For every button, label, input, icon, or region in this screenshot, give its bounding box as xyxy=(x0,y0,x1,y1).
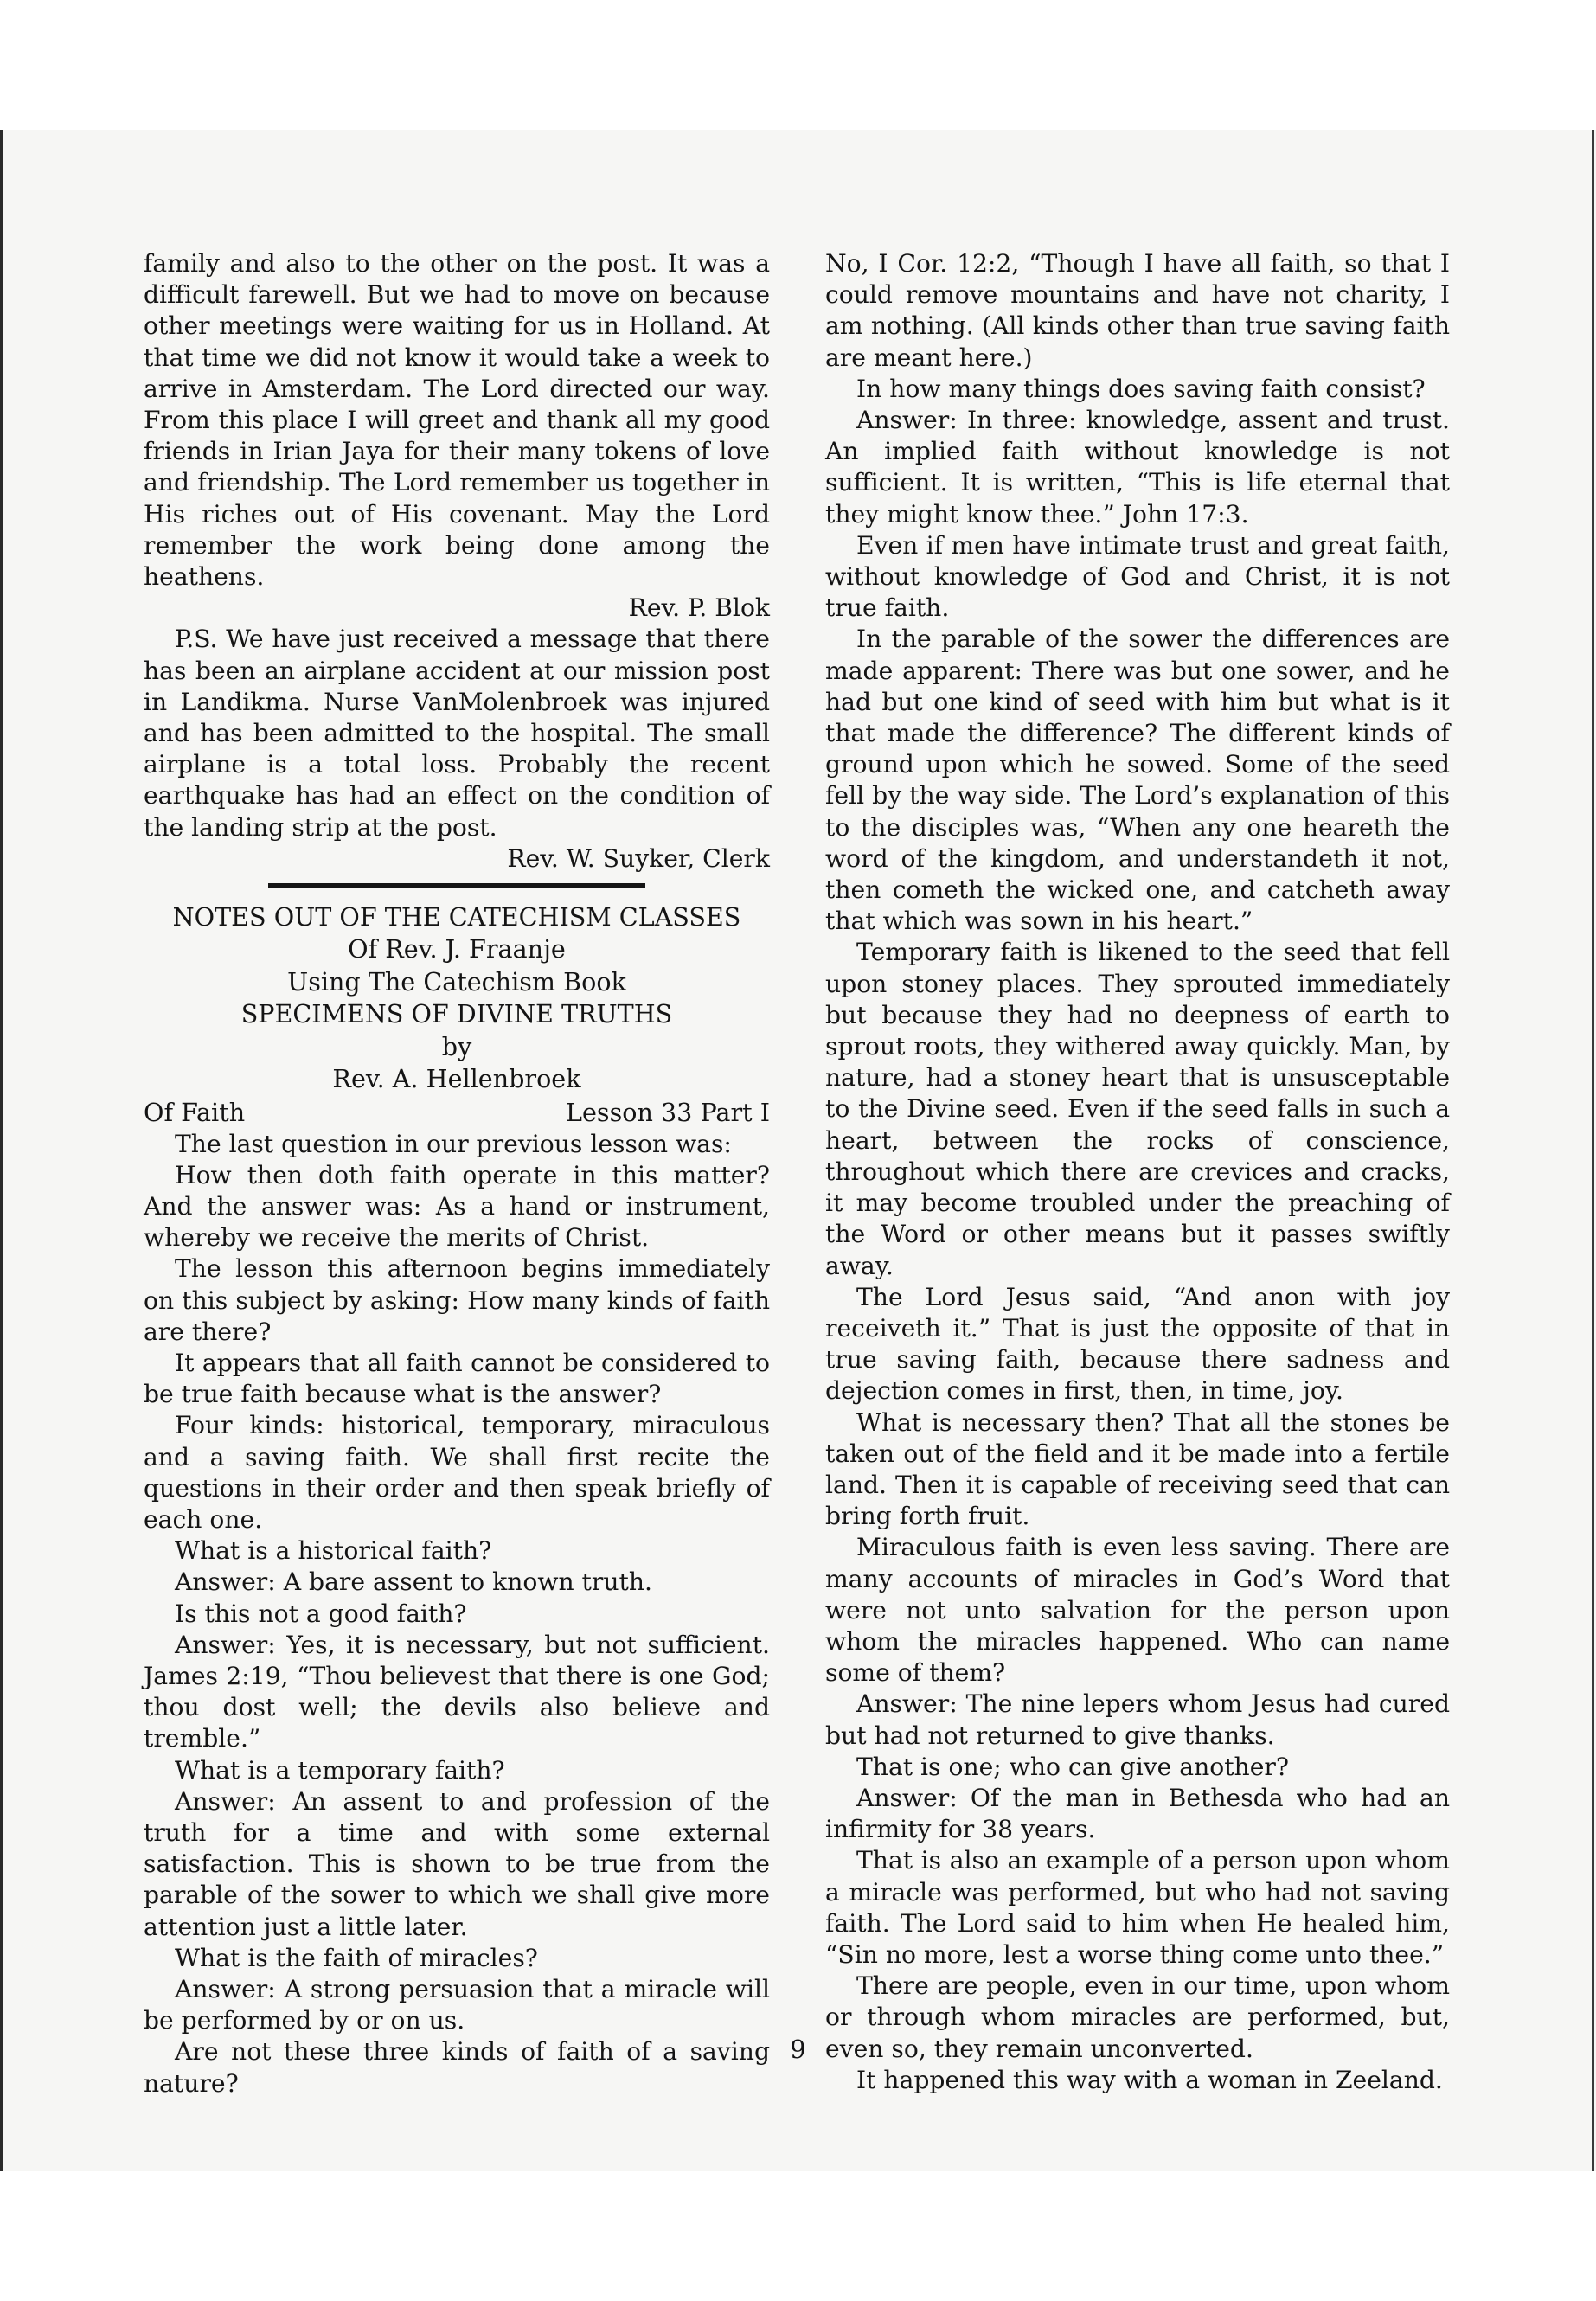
article-paragraph: What is necessary then? That all the stones be taken out of the field and it be made into a fertile land. Then it is capable of receiving seed that can bring forth fruit. xyxy=(825,1407,1450,1531)
article-paragraph: Four kinds: historical, temporary, miraculous and a saving faith. We shall first recite the questions in their order and then speak briefly of each one. xyxy=(144,1411,770,1534)
article-paragraph: It happened this way with a woman in Zeeland. xyxy=(856,2065,1443,2094)
book-author: Rev. A. Hellenbroek xyxy=(332,1064,581,1094)
article-paragraph: Temporary faith is likened to the seed that fell upon stoney places. They sprouted immediately but because they had no deepness of earth to sprout roots, they withered away quickly. Man, by nature, had a stoney heart that is unsusceptable to the Divine seed. Even if the seed falls in such a heart, between the rocks of conscience, throughout which there are crevices and cracks, it may become troubled under the preaching of the Word or other means but it passes swiftly away. xyxy=(825,938,1450,1280)
lesson-header xyxy=(144,1096,770,1129)
article-paragraph: What is a temporary faith? xyxy=(175,1755,505,1785)
article-paragraph: What is the faith of miracles? xyxy=(175,1943,538,1972)
right-column xyxy=(825,248,1450,2096)
postscript-paragraph: P.S. We have just received a message that there has been an airplane accident at our mission post in Landikma. Nurse VanMolenbroek was injured and has been admitted to the hospital. The small airplane is a total loss. Probably the recent earthquake has had an effect on the condition of the landing strip at the post. xyxy=(144,625,770,842)
page-left-edge xyxy=(0,130,3,2171)
article-title: NOTES OUT OF THE CATECHISM CLASSES xyxy=(172,902,741,933)
article-paragraph: Is this not a good faith? xyxy=(175,1599,467,1628)
book-title: SPECIMENS OF DIVINE TRUTHS xyxy=(240,999,673,1029)
left-column xyxy=(144,248,770,2099)
article-paragraph: Answer: In three: knowledge, assent and trust. An implied faith without knowledge is not sufficient. It is written, “This is life eternal that they might know thee.” John 17:3. xyxy=(825,406,1450,529)
article-source: Using The Catechism Book xyxy=(287,966,626,997)
page-right-edge xyxy=(1592,130,1594,2171)
article-paragraph: Answer: An assent to and profession of the truth for a time and with some external satisfaction. This is shown to be true from the parable of the sower to which we shall give more attention just a little later. xyxy=(144,1786,770,1941)
article-heading xyxy=(144,901,770,1095)
article-paragraph: Miraculous faith is even less saving. There are many accounts of miracles in God’s Word that were not unto salvation for the person upon whom the miracles happened. Who can name some of them? xyxy=(825,1533,1450,1688)
article-paragraph: How then doth faith operate in this matter? And the answer was: As a hand or instrument, whereby we receive the merits of Christ. xyxy=(144,1160,770,1253)
section-title: Of Faith xyxy=(144,1097,246,1127)
article-paragraph: That is one; who can give another? xyxy=(856,1752,1289,1781)
section-divider xyxy=(268,883,645,888)
lesson-number: Lesson 33 Part I xyxy=(566,1097,770,1127)
article-paragraph: Answer: A bare assent to known truth. xyxy=(175,1567,652,1597)
signature-blok: Rev. P. Blok xyxy=(628,593,770,623)
article-author: Of Rev. J. Fraanje xyxy=(348,934,566,965)
article-paragraph: In the parable of the sower the differences are made apparent: There was but one sower, and he had but one kind of seed with him but what is it that made the difference? The different kinds of ground upon which he sowed. Some of the seed fell by the way side. The Lord’s explanation of this to the disciples was, “When any one heareth the word of the kingdom, and understandeth it not, then cometh the wicked one, and catcheth away that which was sown in his heart.” xyxy=(825,625,1450,936)
article-paragraph: Answer: Of the man in Bethesda who had an infirmity for 38 years. xyxy=(825,1783,1450,1844)
article-paragraph: What is a historical faith? xyxy=(175,1536,492,1566)
article-paragraph: No, I Cor. 12:2, “Though I have all faith, so that I could remove mountains and have not charity, I am nothing. (All kinds other than true saving faith are meant here.) xyxy=(825,249,1450,372)
article-paragraph: The lesson this afternoon begins immediately on this subject by asking: How many kinds of faith are there? xyxy=(144,1254,770,1346)
article-paragraph: Are not these three kinds of faith of a saving nature? xyxy=(144,2037,770,2098)
book-by: by xyxy=(441,1031,472,1061)
article-paragraph: Answer: Yes, it is necessary, but not sufficient. James 2:19, “Thou believest that there is one God; thou dost well; the devils also believe and tremble.” xyxy=(144,1630,770,1753)
article-paragraph: It appears that all faith cannot be considered to be true faith because what is the answer? xyxy=(144,1348,770,1409)
letter-paragraph: family and also to the other on the post. It was a difficult farewell. But we had to move on because other meetings were waiting for us in Holland. At that time we did not know it would take a week to arrive in Amsterdam. The Lord directed our way. From this place I will greet and thank all my good friends in Irian Jaya for their many tokens of love and friendship. The Lord remember us together in His riches out of His covenant. May the Lord remember the work being done among the heathens. xyxy=(144,249,770,592)
article-paragraph: Answer: The nine lepers whom Jesus had cured but had not returned to give thanks. xyxy=(825,1689,1450,1750)
article-paragraph: In how many things does saving faith consist? xyxy=(856,374,1426,403)
signature-suyker: Rev. W. Suyker, Clerk xyxy=(507,843,770,873)
article-paragraph: Answer: A strong persuasion that a miracle will be performed by or on us. xyxy=(144,1974,770,2035)
article-paragraph: The Lord Jesus said, “And anon with joy receiveth it.” That is just the opposite of that in true saving faith, because there sadness and dejection comes in first, then, in time, joy. xyxy=(825,1282,1450,1406)
article-paragraph: There are people, even in our time, upon whom or through whom miracles are performed, but, even so, they remain unconverted. xyxy=(825,1971,1450,2063)
article-paragraph: The last question in our previous lesson was: xyxy=(175,1129,732,1158)
page-number: 9 xyxy=(790,2035,806,2064)
article-paragraph: That is also an example of a person upon whom a miracle was performed, but who had not saving faith. The Lord said to him when He healed him, “Sin no more, lest a worse thing come unto thee.” xyxy=(825,1846,1450,1969)
article-paragraph: Even if men have intimate trust and great faith, without knowledge of God and Christ, it is not true faith. xyxy=(825,530,1450,623)
